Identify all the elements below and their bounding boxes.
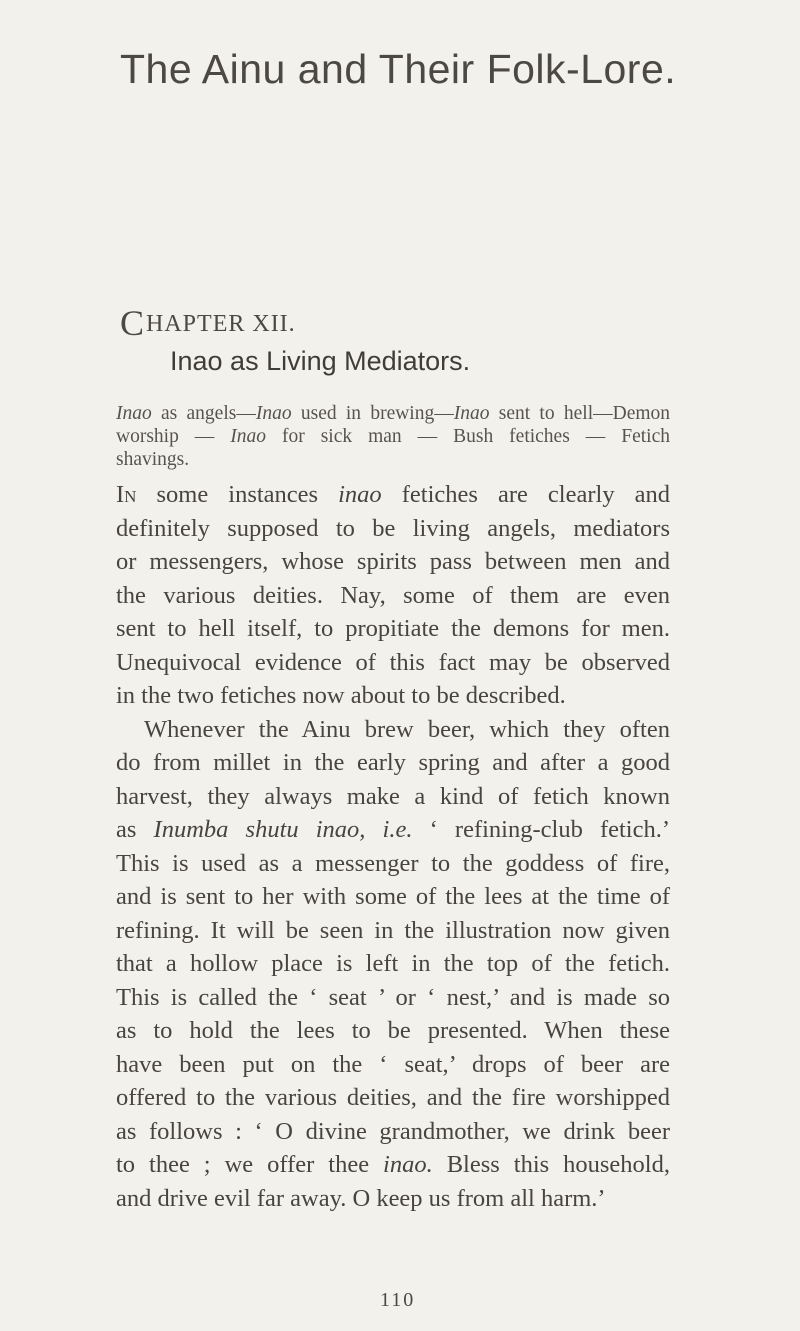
- body-line: [116, 1148, 670, 1182]
- italic-term: inao: [338, 481, 382, 508]
- synopsis-italic-term: Inao: [453, 403, 490, 424]
- synopsis-italic-term: Inao: [255, 403, 292, 424]
- body-text-run: sent to hell itself, to propitiate the demons for men.: [116, 615, 670, 642]
- chapter-title: Inao as Living Mediators.: [170, 346, 471, 376]
- body-text-run: some instances: [136, 481, 339, 508]
- body-text-run: in the two fetiches now about to be described.: [116, 682, 566, 709]
- body-text-run: as: [116, 816, 154, 843]
- synopsis-text: used in brewing—: [291, 403, 454, 424]
- body-text-run: offered to the various deities, and the fire worshipped: [116, 1084, 670, 1111]
- body-line: [116, 880, 670, 914]
- body-line: [116, 1081, 670, 1115]
- body-line: [116, 1014, 670, 1048]
- synopsis-line: [116, 448, 670, 471]
- body-line: [116, 947, 670, 981]
- synopsis-text: sent to hell—Demon: [489, 403, 671, 424]
- body-text-run: that a hollow place is left in the top of the fetich.: [116, 950, 670, 977]
- body-line: [116, 1182, 670, 1216]
- body-text-run: Whenever the Ainu brew beer, which they often: [144, 715, 670, 743]
- body-line: [116, 1115, 670, 1149]
- body-text-run: the various deities. Nay, some of them are even: [116, 581, 670, 609]
- body-line: [116, 847, 670, 881]
- body-line: [116, 780, 670, 814]
- body-line: [116, 679, 670, 713]
- body-line: [116, 914, 670, 948]
- synopsis-line: [116, 425, 670, 448]
- body-text-run: This is used as a messenger to the goddess of fire,: [116, 849, 670, 877]
- body-line: [116, 545, 670, 579]
- body-text-run: harvest, they always make a kind of fetich known: [116, 782, 670, 810]
- chapter-dropcap: C: [120, 303, 146, 343]
- body-text-run: have been put on the ‘ seat,’ drops of beer are: [116, 1050, 670, 1078]
- synopsis-text: for sick man — Bush fetiches — Fetich: [266, 426, 670, 447]
- body-line: [116, 1048, 670, 1082]
- body-line: [116, 713, 670, 747]
- chapter-number: HAPTER XII.: [146, 311, 296, 337]
- body-line: [116, 981, 670, 1015]
- body-text-run: and drive evil far away. O keep us from all harm.’: [116, 1184, 606, 1212]
- running-title: The Ainu and Their Folk-Lore.: [120, 46, 677, 92]
- body-text-run: definitely supposed to be living angels, mediators: [116, 514, 670, 542]
- synopsis-italic-term: Inao: [230, 426, 267, 447]
- italic-term: inao.: [383, 1151, 433, 1178]
- synopsis-line: [116, 402, 670, 425]
- body-line: [116, 478, 670, 512]
- body-text-run: or messengers, whose spirits pass between men and: [116, 548, 670, 575]
- body-line: [116, 512, 670, 546]
- synopsis-italic-term: Inao: [116, 403, 152, 424]
- body-line: [116, 579, 670, 613]
- body-text-run: and is sent to her with some of the lees at the time of: [116, 883, 670, 910]
- synopsis-text: as angels—: [151, 403, 256, 424]
- page-number: 110: [380, 1289, 416, 1311]
- body-text-run: fetiches are clearly and: [381, 481, 670, 508]
- body-text-run: ‘ refining-club fetich.’: [412, 816, 670, 843]
- synopsis-text: shavings.: [116, 449, 190, 470]
- body-text-run: refining. It will be seen in the illustration now given: [116, 916, 670, 944]
- small-caps-opening: In: [116, 481, 137, 508]
- body-text-run: Unequivocal evidence of this fact may be observed: [116, 648, 670, 676]
- chapter-synopsis: [116, 402, 670, 471]
- body-text-run: This is called the ‘ seat ’ or ‘ nest,’ and is made so: [116, 983, 670, 1011]
- body-text-run: Bless this household,: [432, 1151, 670, 1178]
- synopsis-text: worship —: [116, 426, 231, 447]
- italic-term: Inumba shutu inao, i.e.: [153, 816, 413, 843]
- body-text-run: as follows : ‘ O divine grandmother, we drink beer: [116, 1117, 670, 1145]
- chapter-heading: [120, 302, 296, 344]
- body-line: [116, 746, 670, 780]
- body-text: [116, 478, 670, 1215]
- body-text-run: as to hold the lees to be presented. When these: [116, 1017, 670, 1044]
- body-text-run: to thee ; we offer thee: [116, 1151, 384, 1178]
- body-text-run: do from millet in the early spring and after a good: [116, 749, 670, 776]
- body-line: [116, 646, 670, 680]
- body-line: [116, 612, 670, 646]
- body-line: [116, 813, 670, 847]
